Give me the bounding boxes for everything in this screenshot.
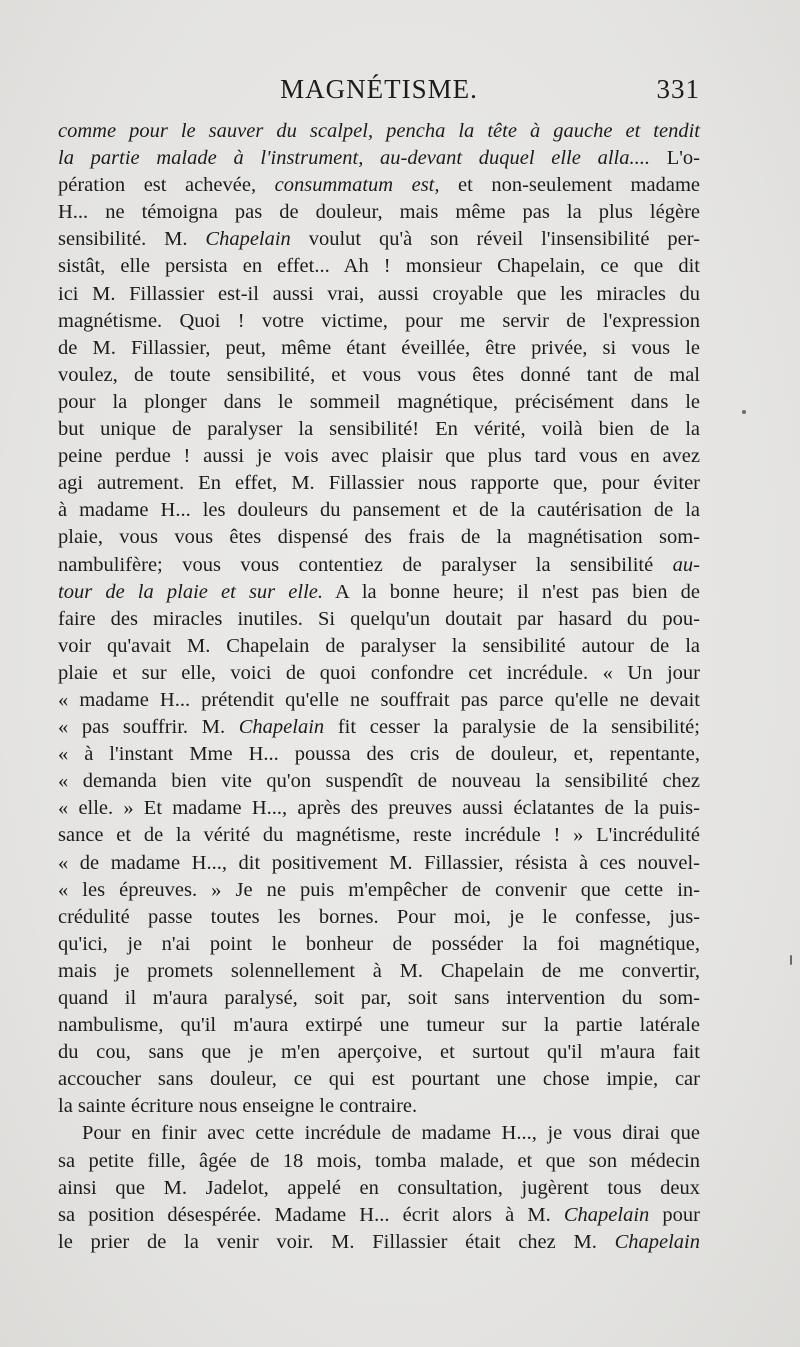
text-segment: quand il m'aura paralysé, soit par, soit sans intervention du som- bbox=[58, 987, 700, 1009]
text-segment: qu'ici, je n'ai point le bonheur de posséder la foi magnétique, bbox=[58, 932, 700, 955]
text-line bbox=[58, 606, 700, 633]
text-line bbox=[58, 552, 700, 579]
text-segment: plaie, vous vous êtes dispensé des frais de la magnétisation som- bbox=[58, 526, 700, 549]
text-line bbox=[58, 118, 700, 145]
text-line bbox=[58, 795, 700, 822]
text-segment: de M. Fillassier, peut, même étant éveillée, être privée, si vous le bbox=[58, 336, 700, 359]
text-line bbox=[58, 579, 700, 606]
text-line bbox=[58, 335, 700, 362]
speck-mark bbox=[742, 410, 746, 414]
text-line bbox=[58, 931, 700, 958]
text-segment: A la bonne heure; il n'est pas bien de bbox=[323, 580, 701, 603]
text-segment: accoucher sans douleur, ce qui est pourtant une chose impie, car bbox=[58, 1068, 700, 1091]
text-line bbox=[58, 389, 700, 416]
italic-text: Chapelain bbox=[205, 228, 291, 251]
text-line bbox=[58, 687, 700, 714]
text-line bbox=[58, 145, 700, 172]
text-segment: ainsi que M. Jadelot, appelé en consultation, jugèrent tous deux bbox=[58, 1176, 700, 1199]
text-line bbox=[58, 416, 700, 443]
text-segment: pération est achevée, bbox=[58, 174, 275, 197]
text-line bbox=[58, 633, 700, 660]
text-line bbox=[58, 1202, 700, 1229]
italic-text: au- bbox=[672, 553, 700, 576]
text-segment: « madame H... prétendit qu'elle ne souffrait pas parce qu'elle ne devait bbox=[58, 688, 700, 711]
text-segment: « pas souffrir. M. bbox=[58, 716, 239, 739]
text-segment: « de madame H..., dit positivement M. Fillassier, résista à ces nouvel- bbox=[58, 851, 700, 874]
text-segment: sance et de la vérité du magnétisme, reste incrédule ! » L'incrédulité bbox=[58, 824, 700, 847]
text-segment: Pour en finir avec cette incrédule de madame H..., je vous dirai que bbox=[82, 1122, 700, 1145]
running-head bbox=[58, 72, 700, 112]
text-line bbox=[58, 768, 700, 795]
text-line bbox=[58, 1120, 700, 1147]
text-line bbox=[58, 714, 700, 741]
text-segment: sa position désespérée. Madame H... écrit alors à M. bbox=[58, 1203, 564, 1226]
text-segment: voulez, de toute sensibilité, et vous vous êtes donné tant de mal bbox=[58, 363, 700, 386]
text-segment: nambulisme, qu'il m'aura extirpé une tumeur sur la partie latérale bbox=[58, 1014, 700, 1037]
text-segment: fit cesser la paralysie de la sensibilité; bbox=[324, 716, 700, 739]
text-segment: du cou, sans que je m'en aperçoive, et surtout qu'il m'aura fait bbox=[58, 1041, 700, 1064]
text-line bbox=[58, 281, 700, 308]
text-segment: ici M. Fillassier est-il aussi vrai, aussi croyable que les miracles du bbox=[58, 282, 700, 305]
text-line bbox=[58, 524, 700, 551]
text-segment: sensibilité. M. bbox=[58, 228, 206, 251]
text-line bbox=[58, 1066, 700, 1093]
text-segment: la sainte écriture nous enseigne le contraire. bbox=[58, 1095, 418, 1118]
text-line bbox=[58, 172, 700, 199]
text-line bbox=[58, 958, 700, 985]
text-line bbox=[58, 985, 700, 1012]
text-segment: « demanda bien vite qu'on suspendît de nouveau la sensibilité chez bbox=[58, 770, 700, 793]
page-number: 331 bbox=[656, 74, 700, 104]
italic-text: Chapelain bbox=[238, 716, 325, 739]
text-segment: mais je promets solennellement à M. Chapelain de me convertir, bbox=[58, 959, 700, 982]
text-segment: faire des miracles inutiles. Si quelqu'un doutait par hasard du pou- bbox=[58, 607, 700, 630]
text-segment: plaie et sur elle, voici de quoi confondre cet incrédule. « Un jour bbox=[58, 661, 700, 684]
text-segment: et non-seulement madame bbox=[439, 174, 700, 197]
text-line bbox=[58, 443, 700, 470]
text-segment: agi autrement. En effet, M. Fillassier nous rapporte que, pour éviter bbox=[58, 472, 700, 495]
text-segment: à madame H... les douleurs du pansement et de la cautérisation de la bbox=[58, 499, 700, 522]
text-segment: H... ne témoigna pas de douleur, mais même pas la plus légère bbox=[58, 201, 700, 224]
text-line bbox=[58, 1093, 700, 1120]
text-line bbox=[58, 741, 700, 768]
text-line bbox=[58, 199, 700, 226]
text-line bbox=[58, 904, 700, 931]
text-segment: voir qu'avait M. Chapelain de paralyser la sensibilité autour de la bbox=[58, 634, 700, 657]
running-title: MAGNÉTISME. bbox=[280, 74, 478, 104]
italic-text: Chapelain bbox=[563, 1203, 650, 1226]
text-line bbox=[58, 1229, 700, 1256]
text-segment: pour bbox=[649, 1203, 700, 1226]
text-line bbox=[58, 253, 700, 280]
text-segment: L'o- bbox=[649, 147, 700, 170]
text-segment: sistât, elle persista en effet... Ah ! monsieur Chapelain, ce que dit bbox=[58, 255, 700, 278]
italic-text: consummatum est, bbox=[274, 174, 440, 197]
speck-mark bbox=[790, 955, 792, 965]
text-line bbox=[58, 1175, 700, 1202]
text-line bbox=[58, 470, 700, 497]
text-segment: « elle. » Et madame H..., après des preuves aussi éclatantes de la puis- bbox=[58, 797, 700, 820]
text-line bbox=[58, 877, 700, 904]
text-line bbox=[58, 1039, 700, 1066]
text-line bbox=[58, 1148, 700, 1175]
text-line bbox=[58, 1012, 700, 1039]
text-segment: peine perdue ! aussi je vois avec plaisir que plus tard vous en avez bbox=[58, 445, 700, 468]
text-line bbox=[58, 308, 700, 335]
text-segment: pour la plonger dans le sommeil magnétique, précisément dans le bbox=[58, 390, 700, 413]
body-text bbox=[58, 118, 700, 1256]
italic-text: la partie malade à l'instrument, au-devant duquel elle alla.... bbox=[58, 147, 650, 170]
italic-text: Chapelain bbox=[614, 1230, 700, 1253]
text-line bbox=[58, 660, 700, 687]
text-segment: le prier de la venir voir. M. Fillassier était chez M. bbox=[58, 1230, 615, 1253]
text-segment: « à l'instant Mme H... poussa des cris de douleur, et, repentante, bbox=[58, 743, 700, 766]
text-line bbox=[58, 497, 700, 524]
text-segment: sa petite fille, âgée de 18 mois, tomba malade, et que son médecin bbox=[58, 1149, 700, 1172]
text-segment: but unique de paralyser la sensibilité! En vérité, voilà bien de la bbox=[58, 418, 700, 441]
text-segment: voulut qu'à son réveil l'insensibilité per- bbox=[290, 228, 701, 251]
text-segment: crédulité passe toutes les bornes. Pour moi, je le confesse, jus- bbox=[58, 905, 700, 928]
text-segment: magnétisme. Quoi ! votre victime, pour me servir de l'expression bbox=[58, 309, 700, 332]
text-line bbox=[58, 822, 700, 849]
text-line bbox=[58, 226, 700, 253]
text-segment: « les épreuves. » Je ne puis m'empêcher de convenir que cette in- bbox=[58, 878, 700, 901]
text-line bbox=[58, 850, 700, 877]
text-line bbox=[58, 362, 700, 389]
italic-text: tour de la plaie et sur elle. bbox=[58, 580, 324, 603]
italic-text: comme pour le sauver du scalpel, pencha la tête à gauche et tendit bbox=[58, 120, 700, 142]
text-segment: nambulifère; vous vous contentiez de paralyser la sensibilité bbox=[58, 553, 673, 576]
